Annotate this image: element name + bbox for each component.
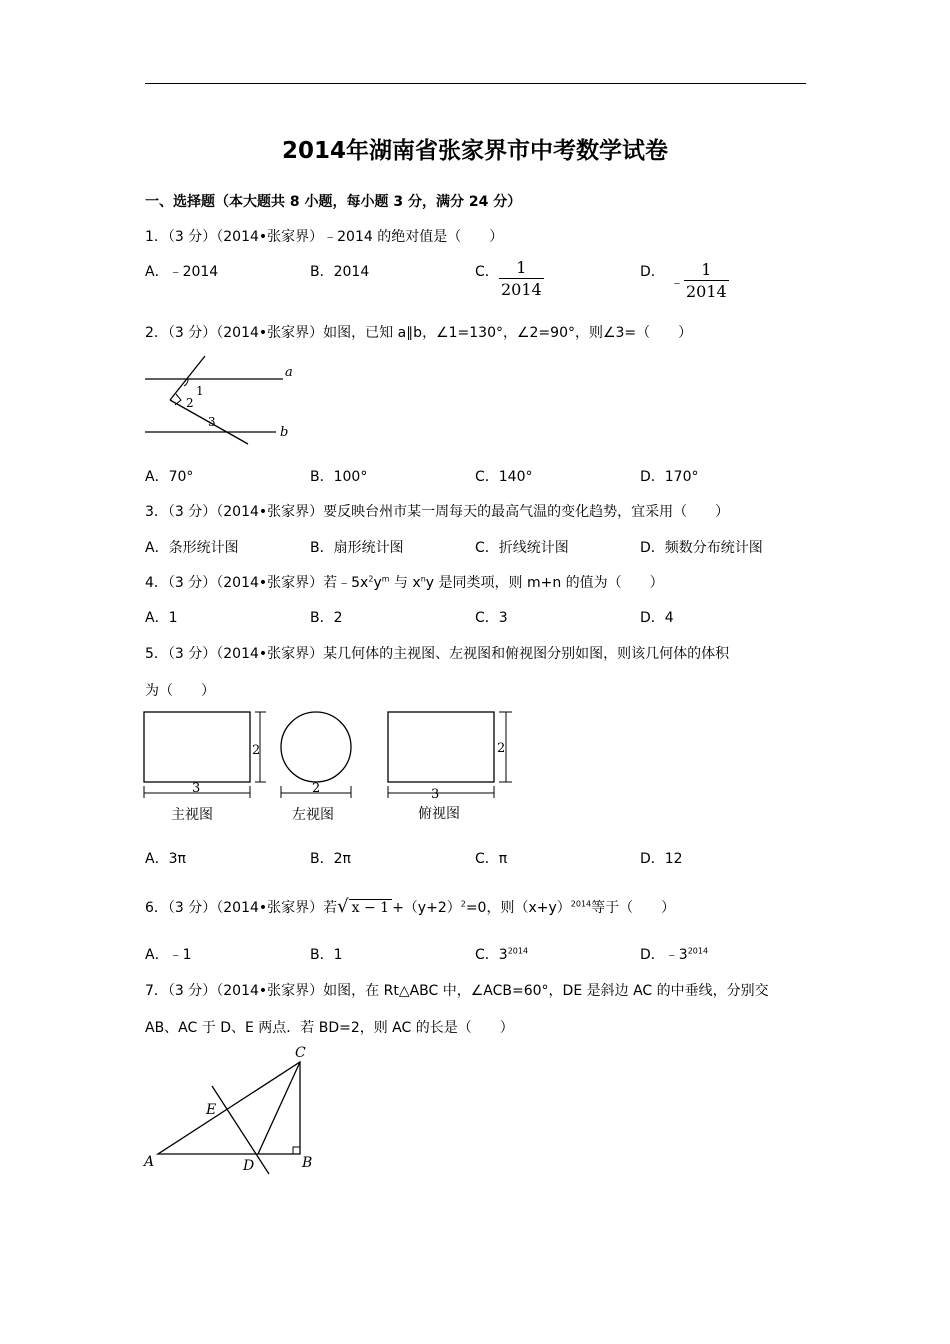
q5-stem-line1: 5．（3 分）（2014•张家界）某几何体的主视图、左视图和俯视图分别如图，则该几何体的体积	[145, 646, 730, 662]
angle-2-label: 2	[186, 396, 194, 410]
front-view-rect	[144, 712, 250, 782]
left-diameter-label: 2	[312, 781, 321, 796]
top-width-label: 3	[431, 787, 440, 802]
q2-figure	[140, 348, 300, 448]
page-title: 2014年湖南省张家界市中考数学试卷	[281, 138, 668, 164]
q4-option-a: A．1	[145, 610, 178, 626]
label-a: A	[144, 1154, 155, 1170]
q4-stem-y: y	[373, 575, 382, 591]
q6-option-d	[640, 944, 708, 964]
label-a: a	[285, 365, 293, 380]
q2-option-a: A．70°	[145, 469, 194, 485]
q2-option-b: B．100°	[310, 469, 368, 485]
front-width-label: 3	[192, 781, 201, 796]
q2-option-d: D．170°	[640, 469, 699, 485]
q4-stem-pre: 4．（3 分）（2014•张家界）若﹣5x	[145, 575, 369, 591]
q1-c-denominator: 2014	[501, 280, 542, 299]
top-height-label: 2	[497, 741, 506, 756]
q4-sup-m: m	[381, 574, 390, 584]
label-e: E	[206, 1102, 217, 1118]
q6-option-a: A．﹣1	[145, 947, 192, 963]
q6-stem	[145, 896, 675, 917]
q5-option-a: A．3π	[145, 851, 186, 867]
q1-d-denominator: 2014	[686, 282, 727, 301]
q1-d-fraction	[684, 260, 729, 301]
q3-option-d: D．频数分布统计图	[640, 540, 763, 556]
q1-c-fraction	[499, 258, 544, 299]
front-view-label: 主视图	[171, 807, 213, 823]
q5-option-c: C．π	[475, 851, 508, 867]
q4-option-d: D．4	[640, 610, 674, 626]
q1-option-d: D．	[640, 264, 665, 280]
top-view-rect	[388, 712, 494, 782]
q3-option-b: B．扇形统计图	[310, 540, 404, 556]
q4-sup-n: n	[420, 574, 426, 584]
q5-figure	[138, 702, 528, 830]
q5-option-d: D．12	[640, 851, 683, 867]
label-b: B	[302, 1155, 313, 1171]
q5-stem-line2: 为（ ）	[145, 683, 215, 699]
angle-3-label: 3	[208, 415, 216, 429]
q7-figure	[138, 1040, 328, 1180]
q4-stem-mid: 与 x	[389, 575, 421, 591]
left-view-label: 左视图	[292, 807, 334, 823]
left-view-circle	[281, 712, 351, 782]
q1-c-numerator: 1	[516, 258, 527, 277]
label-c: C	[295, 1045, 306, 1061]
perpendicular-bisector-de	[212, 1086, 269, 1174]
q6-sup-2014: 2014	[570, 899, 592, 909]
label-d: D	[243, 1158, 255, 1174]
sqrt-icon: √	[337, 896, 349, 917]
q2-stem: 2．（3 分）（2014•张家界）如图，已知 a∥b，∠1=130°，∠2=90°，则∠3=（ ）	[145, 325, 693, 341]
right-angle-mark-b	[293, 1147, 300, 1154]
q6-stem-mid2: =0，则（x+y）	[465, 900, 571, 916]
q4-stem	[145, 572, 664, 592]
top-rule	[145, 83, 806, 84]
q6-option-c	[475, 944, 528, 964]
q1-option-b: B．2014	[310, 264, 370, 280]
front-height-label: 2	[252, 743, 261, 758]
q6-radicand: x − 1	[349, 899, 392, 916]
q2-option-c: C．140°	[475, 469, 533, 485]
q3-option-c: C．折线统计图	[475, 540, 569, 556]
angle-1-label: 1	[196, 384, 204, 398]
q1-d-sign: ﹣	[670, 275, 684, 291]
q1-d-numerator: 1	[701, 260, 712, 279]
section-heading: 一、选择题（本大题共 8 小题，每小题 3 分，满分 24 分）	[145, 194, 522, 210]
q6-option-c-sup: 2014	[507, 946, 529, 956]
label-b: b	[280, 425, 289, 440]
q4-sup-1: 2	[368, 574, 374, 584]
q7-stem-line2: AB、AC 于 D、E 两点．若 BD=2，则 AC 的长是（ ）	[145, 1020, 514, 1036]
q6-option-c-text: C．3	[475, 947, 508, 963]
q4-option-b: B．2	[310, 610, 343, 626]
q6-sup-2: 2	[460, 899, 466, 909]
q6-stem-mid: +（y+2）	[392, 900, 461, 916]
q1-option-a: A．﹣2014	[145, 264, 219, 280]
q6-option-d-text: D．﹣3	[640, 947, 688, 963]
q6-option-d-sup: 2014	[687, 946, 709, 956]
q1-option-c: C．	[475, 264, 499, 280]
q4-stem-post: y 是同类项，则 m+n 的值为（ ）	[425, 575, 664, 591]
q6-stem-pre: 6．（3 分）（2014•张家界）若	[145, 900, 338, 916]
q7-stem-line1: 7．（3 分）（2014•张家界）如图，在 Rt△ABC 中，∠ACB=60°，DE 是斜边 AC 的中垂线，分别交	[145, 983, 769, 999]
q3-stem: 3．（3 分）（2014•张家界）要反映台州市某一周每天的最高气温的变化趋势，宜采用（ ）	[145, 504, 730, 520]
q6-stem-post: 等于（ ）	[591, 900, 676, 916]
q5-option-b: B．2π	[310, 851, 351, 867]
q3-option-a: A．条形统计图	[145, 540, 239, 556]
q6-option-b: B．1	[310, 947, 343, 963]
top-view-label: 俯视图	[418, 806, 460, 822]
q1-stem: 1．（3 分）（2014•张家界）﹣2014 的绝对值是（ ）	[145, 229, 504, 245]
q4-option-c: C．3	[475, 610, 508, 626]
